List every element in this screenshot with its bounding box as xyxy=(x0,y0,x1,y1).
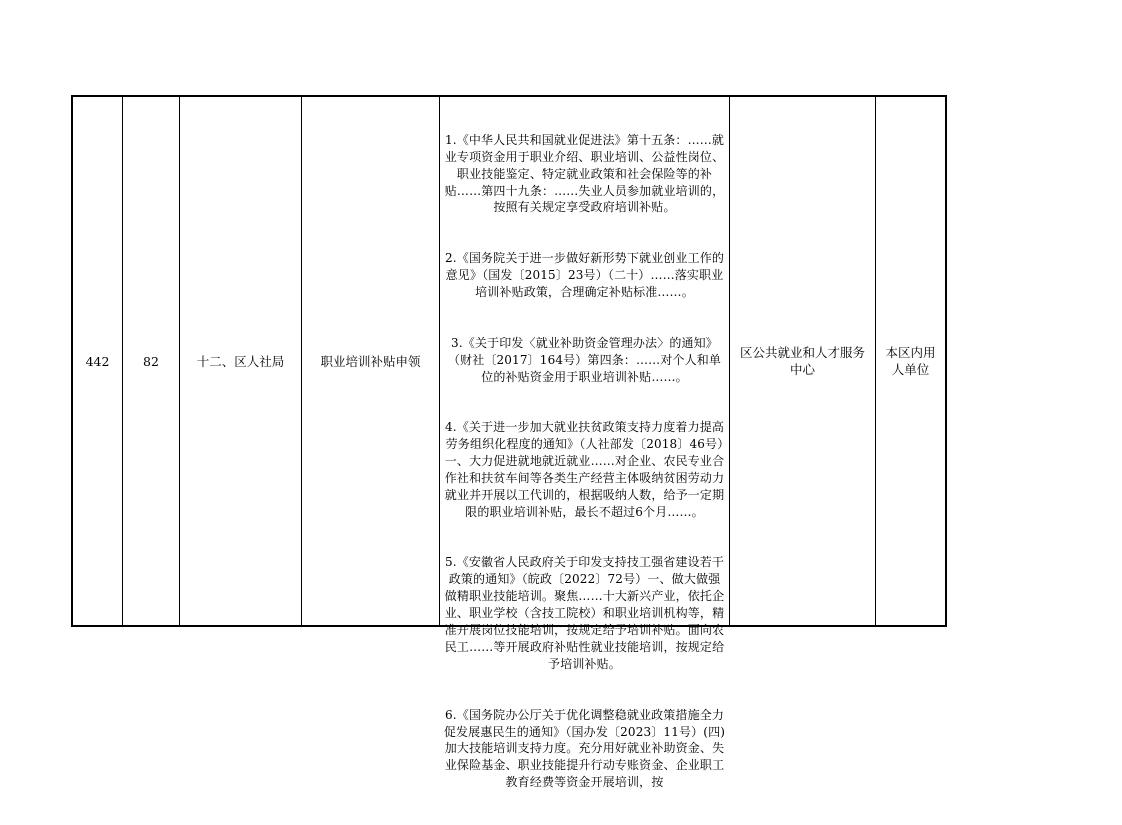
legal-basis-item-5: 5.《安徽省人民政府关于印发支持技工强省建设若干政策的通知》（皖政〔2022〕72号）一、做大做强做精职业技能培训。聚焦……十大新兴产业，依托企业、职业学校（含技工院校）和职业培训机构等，精准开展岗位技能培训，按规定给予培训补贴。面向农民工……等开展政府补贴性就业技能培训，按规定给予培训补贴。 xyxy=(444,555,725,671)
department-cell xyxy=(180,97,302,626)
sequence-number: 442 xyxy=(85,353,110,369)
department-name: 十二、区人社局 xyxy=(196,353,285,369)
legal-basis-item-6: 6.《国务院办公厅关于优化调整稳就业政策措施全力促发展惠民生的通知》（国办发〔2023〕11号）(四)加大技能培训支持力度。充分用好就业补助资金、失业保险基金、职业技能提升行动专账资金、企业职工教育经费等资金开展培训，按 xyxy=(443,707,726,790)
legal-basis-text xyxy=(440,97,729,790)
policy-table xyxy=(72,96,946,790)
implementing-org-cell xyxy=(730,97,876,626)
table-row xyxy=(73,97,946,626)
service-target-cell xyxy=(876,97,946,626)
sequence-cell xyxy=(73,97,123,626)
legal-basis-item-4: 4.《关于进一步加大就业扶贫政策支持力度着力提高劳务组织化程度的通知》（人社部发〔2018〕46号）一、大力促进就地就近就业……对企业、农民专业合作社和扶贫车间等各类生产经营主体吸纳贫困劳动力就业并开展以工代训的，根据吸纳人数，给予一定期限的职业培训补贴，最长不超过6个月……。 xyxy=(444,420,725,519)
legal-basis-item-1: 1.《中华人民共和国就业促进法》第十五条：……就业专项资金用于职业介绍、职业培训、公益性岗位、职业技能鉴定、特定就业政策和社会保险等的补贴……第四十九条：……失业人员参加就业培训的，按照有关规定享受政府培训补贴。 xyxy=(444,132,725,215)
legal-basis-cell xyxy=(440,97,730,790)
item-number-cell xyxy=(123,97,180,626)
service-target: 本区内用人单位 xyxy=(885,345,936,377)
legal-basis-item-3: 3.《关于印发〈就业补助资金管理办法〉的通知》（财社〔2017〕164号）第四条：……对个人和单位的补贴资金用于职业培训补贴……。 xyxy=(447,335,722,384)
service-item-cell xyxy=(302,97,440,626)
service-item-name: 职业培训补贴申领 xyxy=(320,353,421,369)
item-number: 82 xyxy=(143,353,159,369)
implementing-org: 区公共就业和人才服务中心 xyxy=(739,345,865,377)
legal-basis-item-2: 2.《国务院关于进一步做好新形势下就业创业工作的意见》（国发〔2015〕23号）（二十）……落实职业培训补贴政策，合理确定补贴标准……。 xyxy=(444,251,725,299)
